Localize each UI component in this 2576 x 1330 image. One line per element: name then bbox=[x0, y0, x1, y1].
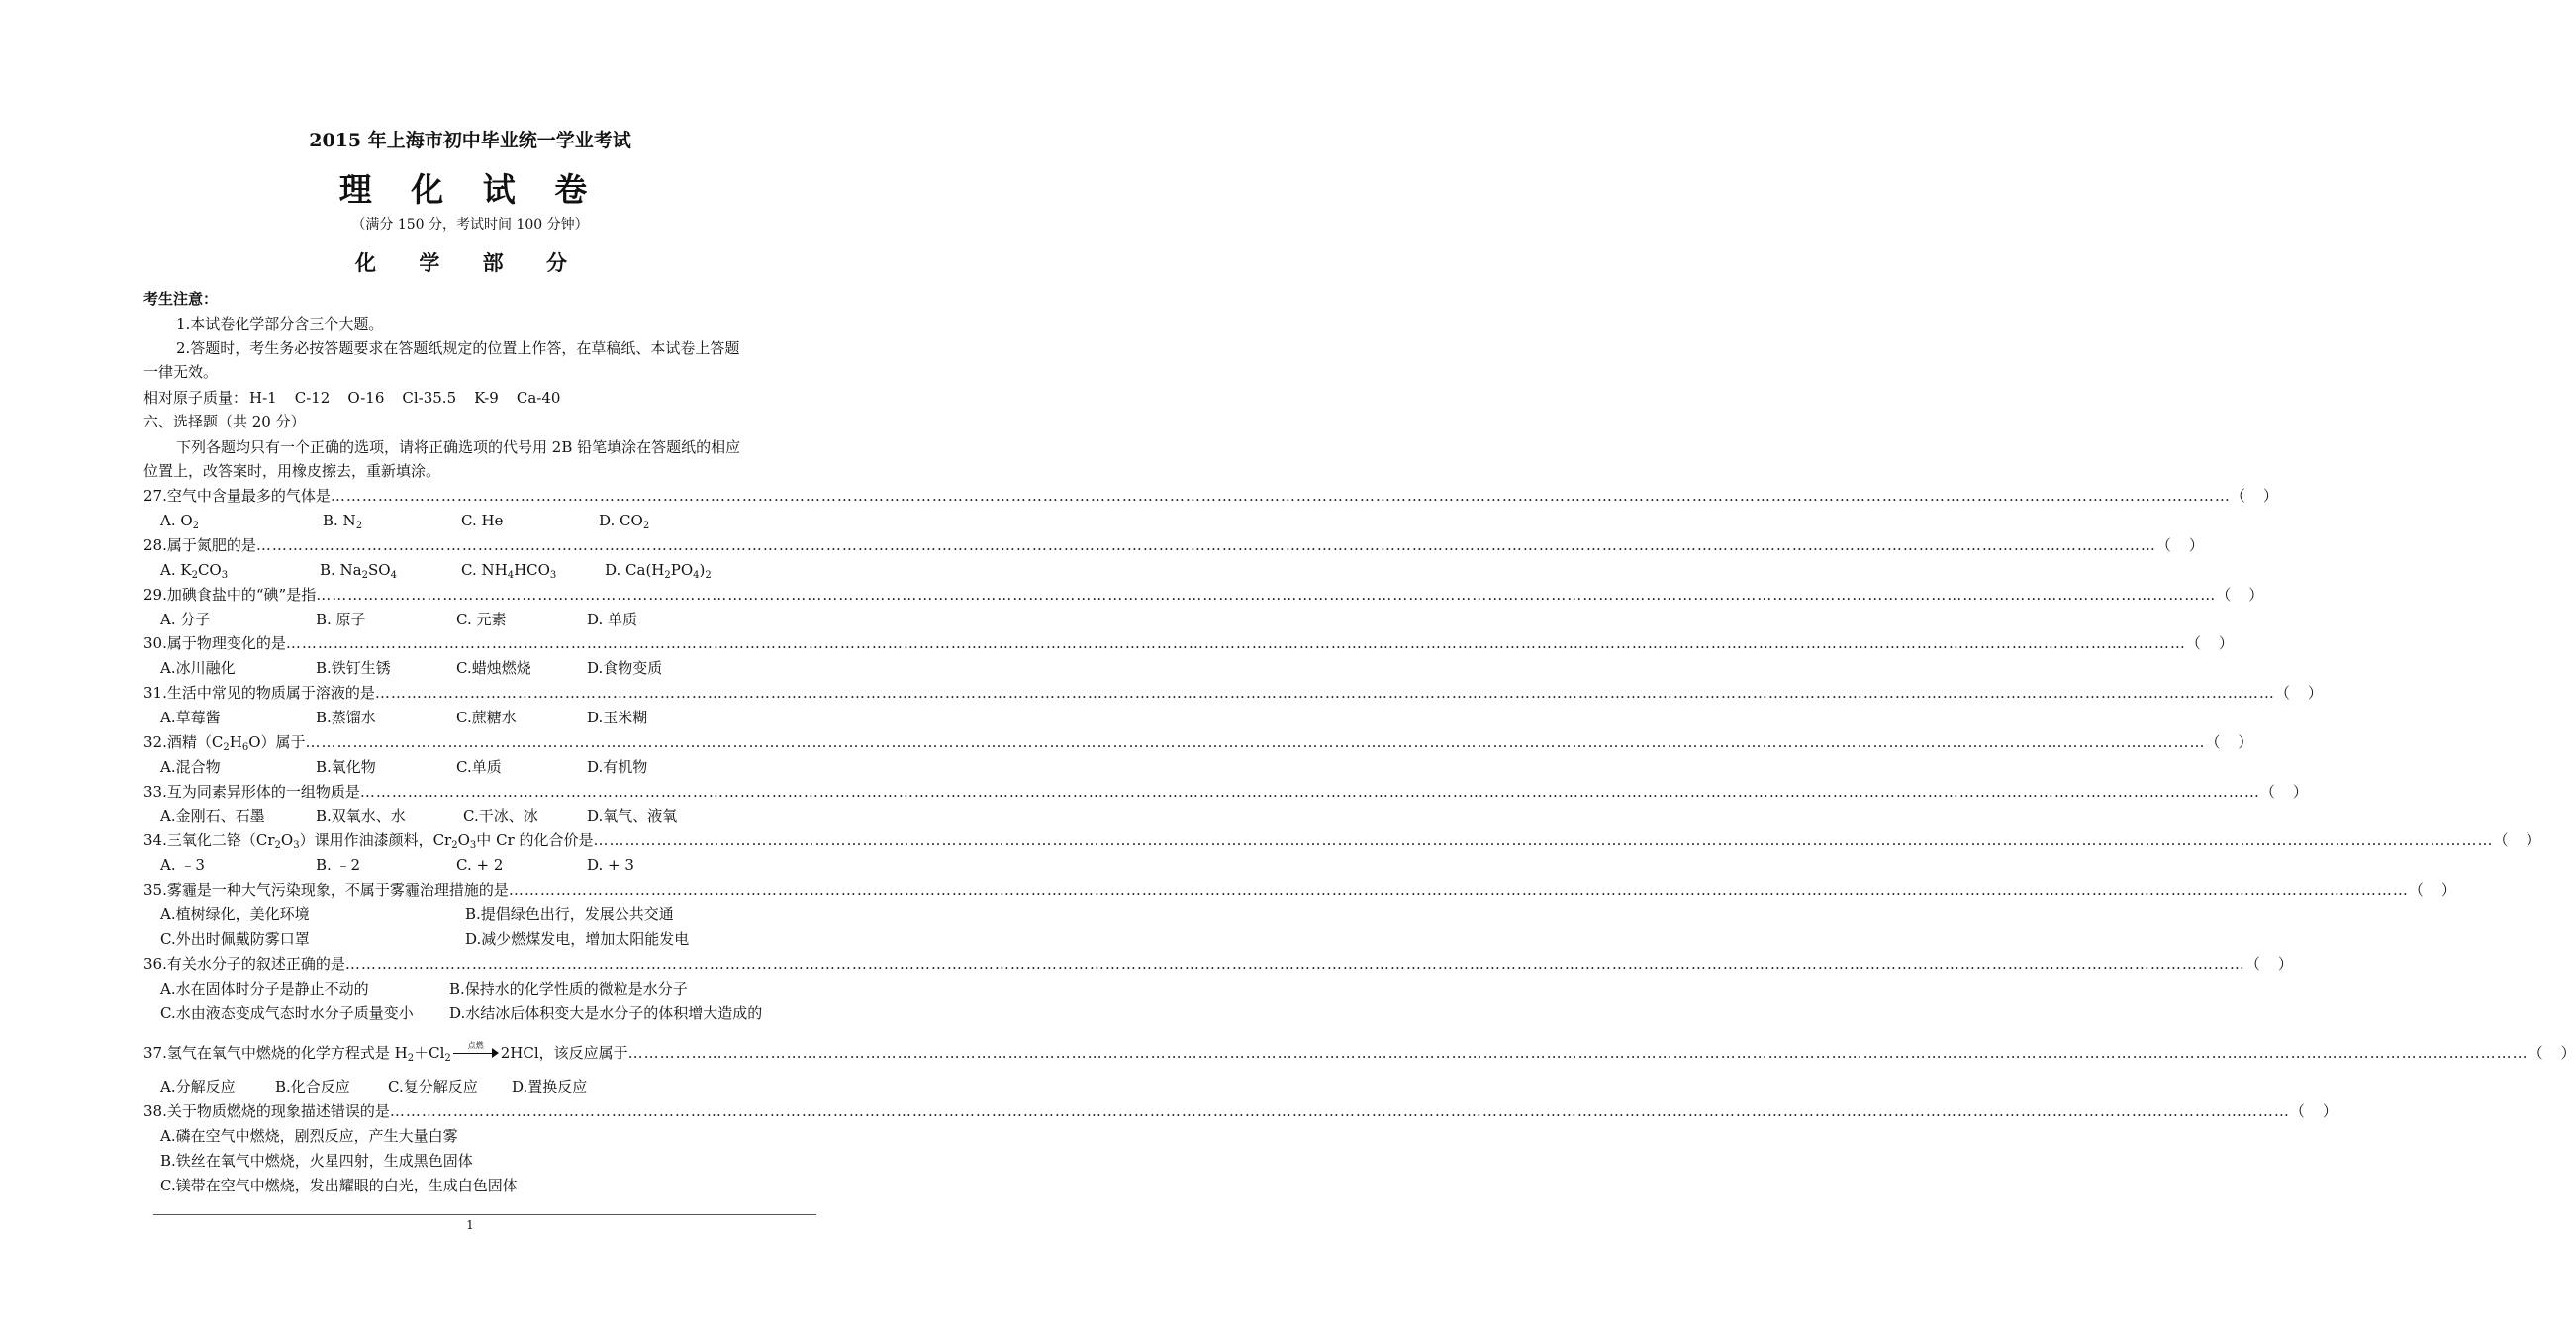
question-30: 30.属于物理变化的是 ……………………………………………………………………………………………………………………………………………………………………………………………………………………………………………………………………………………………………………………………… （ ） bbox=[143, 634, 2234, 652]
option-c: C. He bbox=[461, 512, 504, 529]
option-c: C.蜡烛燃烧 bbox=[456, 659, 531, 677]
option-d: D.氧气、液氧 bbox=[587, 808, 678, 825]
atomic-mass-value: O-16 bbox=[347, 389, 385, 407]
atomic-mass-value: Cl-35.5 bbox=[402, 389, 457, 407]
leader-dots: ……………………………………………………………………………………………………………………………………………………………………………………………………………………………………………………………………………………………………………………………… bbox=[330, 487, 2231, 505]
option-d: D.水结冰后体积变大是水分子的体积增大造成的 bbox=[449, 1004, 763, 1022]
option-c: C.水由液态变成气态时水分子质量变小 bbox=[160, 1004, 414, 1022]
option-b: B. $N_2$ bbox=[323, 512, 363, 531]
leader-dots: ……………………………………………………………………………………………………………………………………………………………………………………………………………………………………………………………………………………………………………………………… bbox=[374, 684, 2275, 702]
option-d: D.有机物 bbox=[587, 758, 648, 776]
atomic-mass-value: K-9 bbox=[474, 389, 499, 407]
option-b: B.蒸馏水 bbox=[316, 709, 376, 726]
question-38: 38.关于物质燃烧的现象描述错误的是 ……………………………………………………………………………………………………………………………………………………………………………………………………………………………………………………………………………………………………………………………… （ ） bbox=[143, 1102, 2337, 1120]
option-b: B. $Na_2SO_4$ bbox=[320, 561, 397, 581]
option-c: C. $NH_4HCO_3$ bbox=[461, 561, 557, 581]
option-d: D. 单质 bbox=[587, 611, 638, 628]
option-a: A.植树绿化，美化环境 bbox=[160, 905, 310, 923]
page-number: 1 bbox=[466, 1218, 474, 1232]
answer-blank: （ ） bbox=[2528, 1044, 2576, 1062]
part6-instructions-cont: 位置上，改答案时，用橡皮擦去，重新填涂。 bbox=[143, 462, 441, 480]
option-b: B.铁丝在氧气中燃烧，火星四射，生成黑色固体 bbox=[160, 1152, 473, 1170]
section-title: 化 学 部 分 bbox=[355, 250, 585, 275]
notice-item-2-cont: 一律无效。 bbox=[143, 363, 219, 381]
part6-heading: 六、选择题（共 20 分） bbox=[143, 413, 306, 430]
option-b: B.铁钉生锈 bbox=[316, 659, 391, 677]
option-d: D.减少燃煤发电，增加太阳能发电 bbox=[465, 930, 690, 948]
atomic-mass-label: 相对原子质量： bbox=[143, 389, 248, 407]
question-32: 32.酒精$(C_2H_6O)$属于 ……………………………………………………………………………………………………………………………………………………………………………………………………………………………………………………………………………………………………………………………… （ ） bbox=[143, 733, 2253, 753]
question-33: 33.互为同素异形体的一组物质是 ……………………………………………………………………………………………………………………………………………………………………………………………………………………………………………………………………………………………………………………………… （ ） bbox=[143, 783, 2308, 801]
option-b: B.提倡绿色出行，发展公共交通 bbox=[465, 905, 674, 923]
option-a: A. 分子 bbox=[160, 611, 211, 628]
option-d: D.玉米糊 bbox=[587, 709, 648, 726]
notice-item-1: 1.本试卷化学部分含三个大题。 bbox=[176, 315, 384, 332]
option-c: C.镁带在空气中燃烧，发出耀眼的白光，生成白色固体 bbox=[160, 1177, 518, 1194]
answer-blank: （ ） bbox=[2274, 684, 2323, 702]
reaction-arrow-icon: 点燃 bbox=[453, 1045, 499, 1059]
option-a: A.冰川融化 bbox=[160, 659, 236, 677]
option-d: D.食物变质 bbox=[587, 659, 663, 677]
atomic-mass-line bbox=[143, 388, 797, 408]
leader-dots: ……………………………………………………………………………………………………………………………………………………………………………………………………………………………………………………………………………………………………………………………… bbox=[593, 831, 2494, 849]
option-d: D. $Ca(H_2PO_4)_2$ bbox=[605, 561, 712, 581]
option-b: B.化合反应 bbox=[275, 1078, 350, 1095]
option-c: C. + 2 bbox=[456, 856, 504, 874]
question-29: 29.加碘食盐中的“碘”是指 ……………………………………………………………………………………………………………………………………………………………………………………………………………………………………………………………………………………………………………………………… （ ） bbox=[143, 586, 2264, 604]
answer-blank: （ ） bbox=[2289, 1102, 2337, 1120]
answer-blank: （ ） bbox=[2155, 536, 2204, 554]
atomic-mass-value: C-12 bbox=[294, 389, 331, 407]
question-27: 27.空气中含量最多的气体是 ……………………………………………………………………………………………………………………………………………………………………………………………………………………………………………………………………………………………………………………………… （ ） bbox=[143, 487, 2278, 505]
answer-blank: （ ） bbox=[2493, 831, 2541, 849]
option-c: C. 元素 bbox=[456, 611, 507, 628]
leader-dots: ……………………………………………………………………………………………………………………………………………………………………………………………………………………………………………………………………………………………………………………………… bbox=[316, 586, 2217, 604]
question-28: 28.属于氮肥的是 ……………………………………………………………………………………………………………………………………………………………………………………………………………………………………………………………………………………………………………………………… （ ） bbox=[143, 536, 2204, 554]
exam-title: 2015 年上海市初中毕业统一学业考试 bbox=[309, 130, 631, 151]
notice-heading: 考生注意： bbox=[143, 290, 219, 308]
leader-dots: ……………………………………………………………………………………………………………………………………………………………………………………………………………………………………………………………………………………………………………………………… bbox=[305, 733, 2206, 751]
option-a: A.水在固体时分子是静止不动的 bbox=[160, 980, 369, 998]
answer-blank: （ ） bbox=[2230, 487, 2278, 505]
footer-divider bbox=[153, 1214, 816, 1215]
option-a: A. $K_2CO_3$ bbox=[160, 561, 229, 581]
notice-item-2: 2.答题时，考生务必按答题要求在答题纸规定的位置上作答，在草稿纸、本试卷上答题 bbox=[176, 339, 740, 357]
leader-dots: ……………………………………………………………………………………………………………………………………………………………………………………………………………………………………………………………………………………………………………………………… bbox=[285, 634, 2186, 652]
option-d: D. $CO_2$ bbox=[599, 512, 650, 531]
question-36: 36.有关水分子的叙述正确的是 ……………………………………………………………………………………………………………………………………………………………………………………………………………………………………………………………………………………………………………………………… （ ） bbox=[143, 955, 2293, 973]
option-a: A.分解反应 bbox=[160, 1078, 236, 1095]
part6-instructions: 下列各题均只有一个正确的选项，请将正确选项的代号用 2B 铅笔填涂在答题纸的相应 bbox=[176, 438, 741, 456]
answer-blank: （ ） bbox=[2408, 881, 2456, 899]
exam-info: （满分 150 分，考试时间 100 分钟） bbox=[351, 217, 589, 233]
atomic-mass-value: H-1 bbox=[249, 389, 277, 407]
option-b: B.双氧水、水 bbox=[316, 808, 406, 825]
answer-blank: （ ） bbox=[2244, 955, 2293, 973]
option-c: C.单质 bbox=[456, 758, 502, 776]
option-d: D. + 3 bbox=[587, 856, 634, 874]
leader-dots: ……………………………………………………………………………………………………………………………………………………………………………………………………………………………………………………………………………………………………………………………… bbox=[359, 783, 2260, 801]
option-a: A. ﹣3 bbox=[160, 856, 205, 874]
answer-blank: （ ） bbox=[2205, 733, 2253, 751]
option-c: C.蔗糖水 bbox=[456, 709, 517, 726]
leader-dots: ……………………………………………………………………………………………………………………………………………………………………………………………………………………………………………………………………………………………………………………………… bbox=[255, 536, 2156, 554]
leader-dots: ……………………………………………………………………………………………………………………………………………………………………………………………………………………………………………………………………………………………………………………………… bbox=[627, 1044, 2528, 1062]
option-a: A. $O_2$ bbox=[160, 512, 200, 531]
question-31: 31.生活中常见的物质属于溶液的是 ……………………………………………………………………………………………………………………………………………………………………………………………………………………………………………………………………………………………………………………………… （ ） bbox=[143, 684, 2323, 702]
question-35: 35.雾霾是一种大气污染现象，不属于雾霾治理措施的是 ……………………………………………………………………………………………………………………………………………………………………………………………………………………………………………………………………………………………………………………………… （ ） bbox=[143, 881, 2456, 899]
option-b: B. ﹣2 bbox=[316, 856, 361, 874]
answer-blank: （ ） bbox=[2185, 634, 2234, 652]
option-c: C.复分解反应 bbox=[388, 1078, 478, 1095]
atomic-mass-value: Ca-40 bbox=[516, 389, 561, 407]
option-b: B.氧化物 bbox=[316, 758, 376, 776]
answer-blank: （ ） bbox=[2259, 783, 2308, 801]
leader-dots: ……………………………………………………………………………………………………………………………………………………………………………………………………………………………………………………………………………………………………………………………… bbox=[508, 881, 2409, 899]
leader-dots: ……………………………………………………………………………………………………………………………………………………………………………………………………………………………………………………………………………………………………………………………… bbox=[344, 955, 2245, 973]
leader-dots: ……………………………………………………………………………………………………………………………………………………………………………………………………………………………………………………………………………………………………………………………… bbox=[389, 1102, 2290, 1120]
answer-blank: （ ） bbox=[2216, 586, 2264, 604]
option-b: B. 原子 bbox=[316, 611, 366, 628]
paper-title: 理 化 试 卷 bbox=[338, 170, 602, 209]
option-a: A.磷在空气中燃烧，剧烈反应，产生大量白雾 bbox=[160, 1127, 458, 1145]
option-a: A.草莓酱 bbox=[160, 709, 221, 726]
option-a: A.混合物 bbox=[160, 758, 221, 776]
option-d: D.置换反应 bbox=[512, 1078, 588, 1095]
question-34: 34.三氧化二铬$(Cr_2O_3)$课用作油漆颜料，$Cr_2O_3$中 Cr 的化合价是 ……………………………………………………………………………………………………………………………………………………………………………………………………………………………………………………………………………………………………………………………… （ ） bbox=[143, 831, 2541, 851]
question-37: 37.氢气在氧气中燃烧的化学方程式是 $H_2+Cl_2$ 点燃 2HCl，该反应属于 ……………………………………………………………………………………………………………………………………………………………………………………………………………………………………………………………………………………………………………………………… （ ） bbox=[143, 1041, 2576, 1064]
option-c: C.干冰、冰 bbox=[463, 808, 538, 825]
option-a: A.金刚石、石墨 bbox=[160, 808, 265, 825]
option-b: B.保持水的化学性质的微粒是水分子 bbox=[449, 980, 688, 998]
option-c: C.外出时佩戴防雾口罩 bbox=[160, 930, 310, 948]
